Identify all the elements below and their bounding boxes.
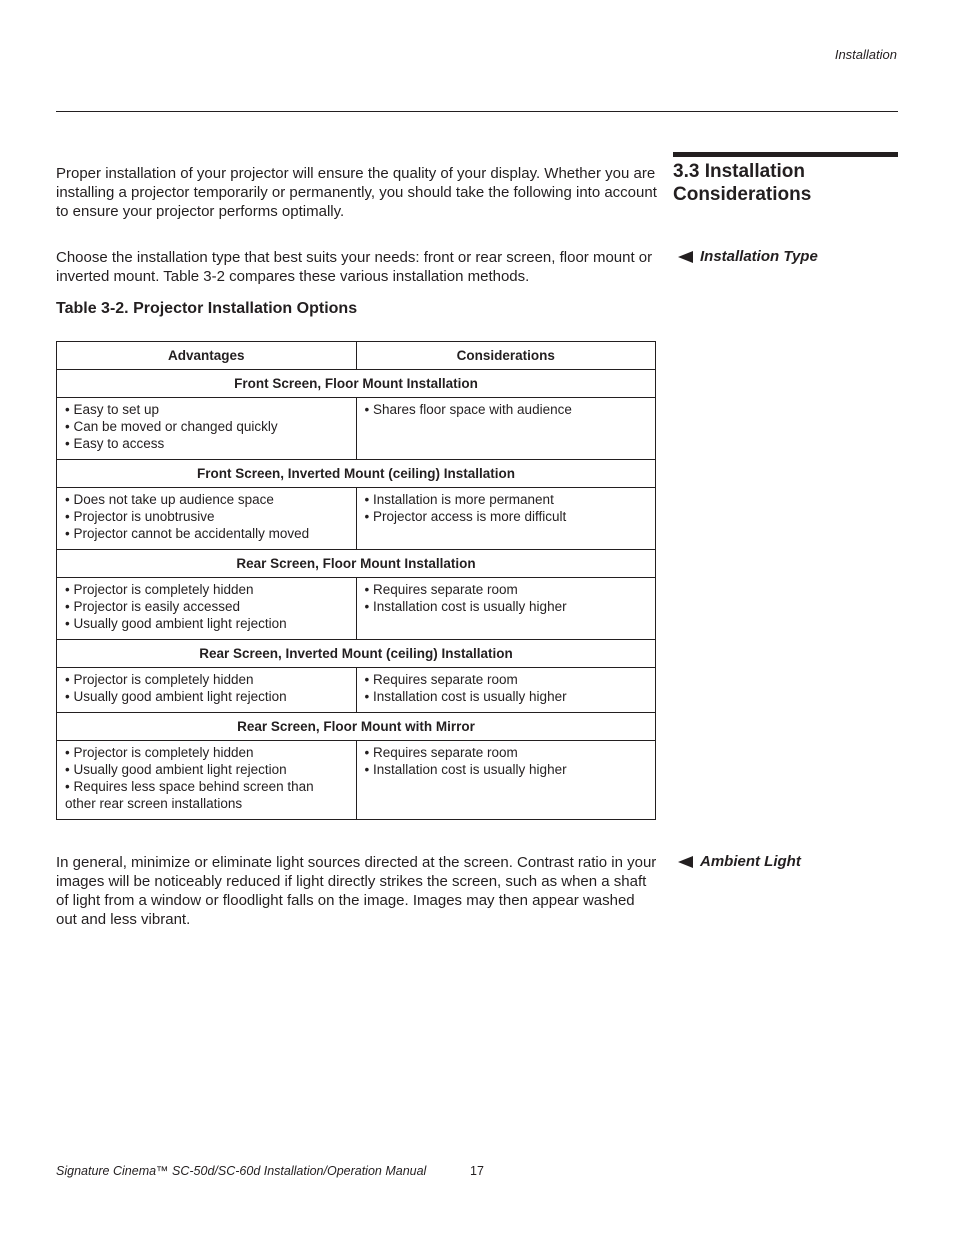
section-title-bar [673, 152, 898, 157]
footer-manual-title: Signature Cinema™ SC-50d/SC-60d Installation/Operation Manual [56, 1164, 427, 1178]
advantages-item: • Projector is completely hidden [65, 672, 254, 687]
advantages-header: Advantages [57, 342, 357, 370]
considerations-item: • Shares floor space with audience [364, 402, 572, 417]
considerations-cell [356, 578, 656, 640]
considerations-header: Considerations [356, 342, 656, 370]
considerations-item: • Installation cost is usually higher [364, 689, 567, 704]
advantages-cell [57, 488, 357, 550]
installation-type-paragraph: Choose the installation type that best suits your needs: front or rear screen, floor mount or inverted mount. Table 3-2 compares these various installation methods. [56, 249, 653, 285]
advantages-cell [57, 741, 357, 820]
advantages-item: • Usually good ambient light rejection [65, 616, 287, 631]
considerations-cell [356, 668, 656, 713]
table-row [57, 668, 656, 713]
running-header: Installation [834, 47, 897, 62]
ambient-light-heading-label: Ambient Light [700, 853, 801, 870]
table-body [57, 370, 656, 820]
installation-options-table [56, 341, 656, 820]
table-group-row [57, 460, 656, 488]
table-header-row [57, 342, 656, 370]
section-title [673, 161, 898, 206]
group-title: Front Screen, Inverted Mount (ceiling) Installation [57, 460, 656, 488]
advantages-item: • Usually good ambient light rejection [65, 689, 287, 704]
advantages-item: • Requires less space behind screen than other rear screen installations [65, 779, 314, 811]
considerations-item: • Installation is more permanent [364, 492, 554, 507]
considerations-cell [356, 488, 656, 550]
advantages-item: • Can be moved or changed quickly [65, 419, 278, 434]
table-row [57, 488, 656, 550]
table-group-row [57, 640, 656, 668]
header-divider [56, 111, 898, 112]
ambient-light-paragraph: In general, minimize or eliminate light sources directed at the screen. Contrast ratio in your images will be noticeably reduced if light directly strikes the screen, such as when a shaft of light from a window or floodlight falls on the image. Images may then appear washed out and less vibrant. [56, 854, 657, 928]
table-row [57, 398, 656, 460]
advantages-cell [57, 668, 357, 713]
group-title: Rear Screen, Floor Mount Installation [57, 550, 656, 578]
advantages-item: • Projector is completely hidden [65, 582, 254, 597]
advantages-item: • Easy to set up [65, 402, 160, 417]
advantages-item: • Projector is completely hidden [65, 745, 254, 760]
group-title: Front Screen, Floor Mount Installation [57, 370, 656, 398]
advantages-item: • Projector cannot be accidentally moved [65, 526, 310, 541]
table-caption: Table 3-2. Projector Installation Options [56, 300, 358, 317]
page-number: 17 [470, 1164, 484, 1178]
table-group-row [57, 713, 656, 741]
table-row [57, 578, 656, 640]
section-title-line-2: Considerations [673, 183, 812, 205]
considerations-item: • Installation cost is usually higher [364, 762, 567, 777]
installation-type-heading [678, 248, 818, 265]
advantages-item: • Projector is unobtrusive [65, 509, 215, 524]
ambient-light-heading [678, 853, 801, 870]
advantages-item: • Projector is easily accessed [65, 599, 241, 614]
arrow-left-icon [678, 251, 693, 263]
considerations-cell [356, 741, 656, 820]
table-group-row [57, 550, 656, 578]
advantages-cell [57, 398, 357, 460]
considerations-item: • Requires separate room [364, 672, 518, 687]
considerations-cell [356, 398, 656, 460]
installation-type-heading-label: Installation Type [700, 248, 818, 265]
section-title-line-1: 3.3 Installation [673, 161, 805, 182]
considerations-item: • Projector access is more difficult [364, 509, 567, 524]
group-title: Rear Screen, Floor Mount with Mirror [57, 713, 656, 741]
arrow-left-icon [678, 856, 693, 868]
considerations-item: • Requires separate room [364, 745, 518, 760]
advantages-item: • Easy to access [65, 436, 165, 451]
considerations-item: • Installation cost is usually higher [364, 599, 567, 614]
table-group-row [57, 370, 656, 398]
intro-paragraph: Proper installation of your projector will ensure the quality of your display. Whether you are installing a projector temporarily or permanently, you should take the following into account to ensure your projector performs optimally. [56, 165, 657, 220]
advantages-item: • Does not take up audience space [65, 492, 274, 507]
group-title: Rear Screen, Inverted Mount (ceiling) Installation [57, 640, 656, 668]
advantages-item: • Usually good ambient light rejection [65, 762, 287, 777]
considerations-item: • Requires separate room [364, 582, 518, 597]
advantages-cell [57, 578, 357, 640]
table-row [57, 741, 656, 820]
